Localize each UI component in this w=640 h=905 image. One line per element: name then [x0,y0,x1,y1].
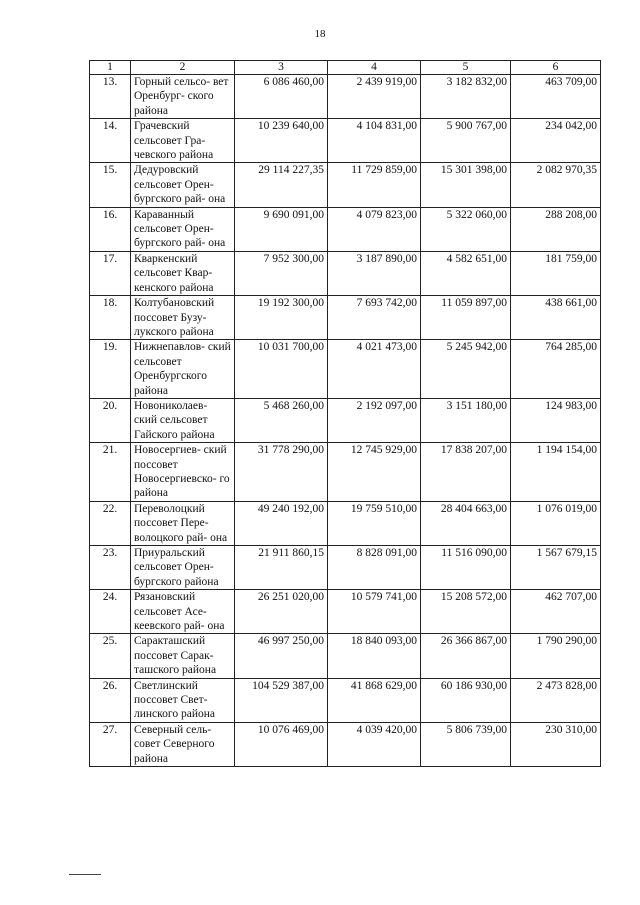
municipality-name: Караванный сельсовет Орен- бургского рай- она [131,207,235,251]
column-header: 6 [511,61,601,75]
footer-rule [69,874,101,875]
amount-col-5: 11 516 090,00 [421,546,511,590]
table-row [90,443,601,502]
amount-col-3: 7 952 300,00 [235,251,328,295]
amount-col-4: 2 192 097,00 [328,398,421,442]
amount-col-5: 26 366 867,00 [421,634,511,678]
row-number: 22. [90,501,131,545]
table-row [90,296,601,340]
amount-col-5: 15 301 398,00 [421,163,511,207]
municipality-name: Светлинский поссовет Свет- линского района [131,678,235,722]
municipality-name: Грачевский сельсовет Гра- чевского района [131,119,235,163]
amount-col-3: 21 911 860,15 [235,546,328,590]
row-number: 13. [90,75,131,119]
amount-col-6: 124 983,00 [511,398,601,442]
amount-col-3: 46 997 250,00 [235,634,328,678]
row-number: 15. [90,163,131,207]
row-number: 17. [90,251,131,295]
amount-col-4: 7 693 742,00 [328,296,421,340]
amount-col-5: 3 182 832,00 [421,75,511,119]
amount-col-3: 19 192 300,00 [235,296,328,340]
amount-col-3: 9 690 091,00 [235,207,328,251]
municipality-name: Новониколаев- ский сельсовет Гайского района [131,398,235,442]
amount-col-5: 28 404 663,00 [421,501,511,545]
amount-col-5: 60 186 930,00 [421,678,511,722]
amount-col-6: 764 285,00 [511,340,601,399]
table-row [90,119,601,163]
amount-col-6: 462 707,00 [511,590,601,634]
row-number: 27. [90,722,131,766]
row-number: 18. [90,296,131,340]
table-row [90,163,601,207]
municipality-name: Рязановский сельсовет Асе- кеевского рай- она [131,590,235,634]
municipality-name: Северный сель- совет Северного района [131,722,235,766]
amount-col-5: 17 838 207,00 [421,443,511,502]
amount-col-6: 1 076 019,00 [511,501,601,545]
column-header: 3 [235,61,328,75]
table-row [90,398,601,442]
municipality-name: Нижнепавлов- ский сельсовет Оренбургского района [131,340,235,399]
amount-col-5: 5 245 942,00 [421,340,511,399]
amount-col-3: 31 778 290,00 [235,443,328,502]
amount-col-6: 1 194 154,00 [511,443,601,502]
amount-col-6: 234 042,00 [511,119,601,163]
amount-col-5: 11 059 897,00 [421,296,511,340]
amount-col-5: 3 151 180,00 [421,398,511,442]
amount-col-4: 8 828 091,00 [328,546,421,590]
amount-col-4: 12 745 929,00 [328,443,421,502]
amount-col-3: 29 114 227,35 [235,163,328,207]
amount-col-4: 18 840 093,00 [328,634,421,678]
row-number: 19. [90,340,131,399]
amount-col-3: 10 239 640,00 [235,119,328,163]
column-header: 1 [90,61,131,75]
amount-col-3: 49 240 192,00 [235,501,328,545]
table-row [90,546,601,590]
amount-col-5: 15 208 572,00 [421,590,511,634]
amount-col-6: 2 473 828,00 [511,678,601,722]
amount-col-3: 26 251 020,00 [235,590,328,634]
amount-col-4: 4 021 473,00 [328,340,421,399]
amount-col-6: 2 082 970,35 [511,163,601,207]
municipality-name: Дедуровский сельсовет Орен- бургского рай- она [131,163,235,207]
amount-col-3: 10 076 469,00 [235,722,328,766]
amount-col-3: 6 086 460,00 [235,75,328,119]
column-header: 5 [421,61,511,75]
amount-col-4: 2 439 919,00 [328,75,421,119]
table-row [90,590,601,634]
table-row [90,207,601,251]
amount-col-4: 19 759 510,00 [328,501,421,545]
amount-col-6: 1 567 679,15 [511,546,601,590]
municipality-name: Саракташский поссовет Сарак- ташского района [131,634,235,678]
table-row [90,251,601,295]
municipality-name: Новосергиев- ский поссовет Новосергиевско- го района [131,443,235,502]
amount-col-6: 1 790 290,00 [511,634,601,678]
amount-col-5: 5 806 739,00 [421,722,511,766]
amount-col-4: 41 868 629,00 [328,678,421,722]
amount-col-3: 5 468 260,00 [235,398,328,442]
municipality-name: Переволоцкий поссовет Пере- волоцкого рай- она [131,501,235,545]
amount-col-6: 230 310,00 [511,722,601,766]
table-row [90,75,601,119]
column-header: 4 [328,61,421,75]
amount-col-4: 4 039 420,00 [328,722,421,766]
row-number: 23. [90,546,131,590]
table-row [90,678,601,722]
amount-col-4: 4 079 823,00 [328,207,421,251]
amount-col-3: 10 031 700,00 [235,340,328,399]
amount-col-5: 4 582 651,00 [421,251,511,295]
row-number: 21. [90,443,131,502]
amount-col-6: 181 759,00 [511,251,601,295]
amount-col-3: 104 529 387,00 [235,678,328,722]
municipality-name: Колтубановский поссовет Бузу- лукского района [131,296,235,340]
municipality-name: Кваркенский сельсовет Квар- кенского района [131,251,235,295]
row-number: 25. [90,634,131,678]
table-header-row [90,61,601,75]
amount-col-6: 288 208,00 [511,207,601,251]
amount-col-4: 3 187 890,00 [328,251,421,295]
municipality-name: Приуральский сельсовет Орен- бургского района [131,546,235,590]
row-number: 20. [90,398,131,442]
amount-col-5: 5 322 060,00 [421,207,511,251]
amount-col-4: 10 579 741,00 [328,590,421,634]
table-row [90,501,601,545]
amount-col-4: 4 104 831,00 [328,119,421,163]
amount-col-6: 463 709,00 [511,75,601,119]
row-number: 14. [90,119,131,163]
amount-col-6: 438 661,00 [511,296,601,340]
budget-table [89,60,601,767]
row-number: 24. [90,590,131,634]
amount-col-5: 5 900 767,00 [421,119,511,163]
table-row [90,722,601,766]
table-row [90,634,601,678]
row-number: 16. [90,207,131,251]
municipality-name: Горный сельсо- вет Оренбург- ского района [131,75,235,119]
column-header: 2 [131,61,235,75]
page-number: 18 [314,28,326,40]
table-row [90,340,601,399]
amount-col-4: 11 729 859,00 [328,163,421,207]
row-number: 26. [90,678,131,722]
